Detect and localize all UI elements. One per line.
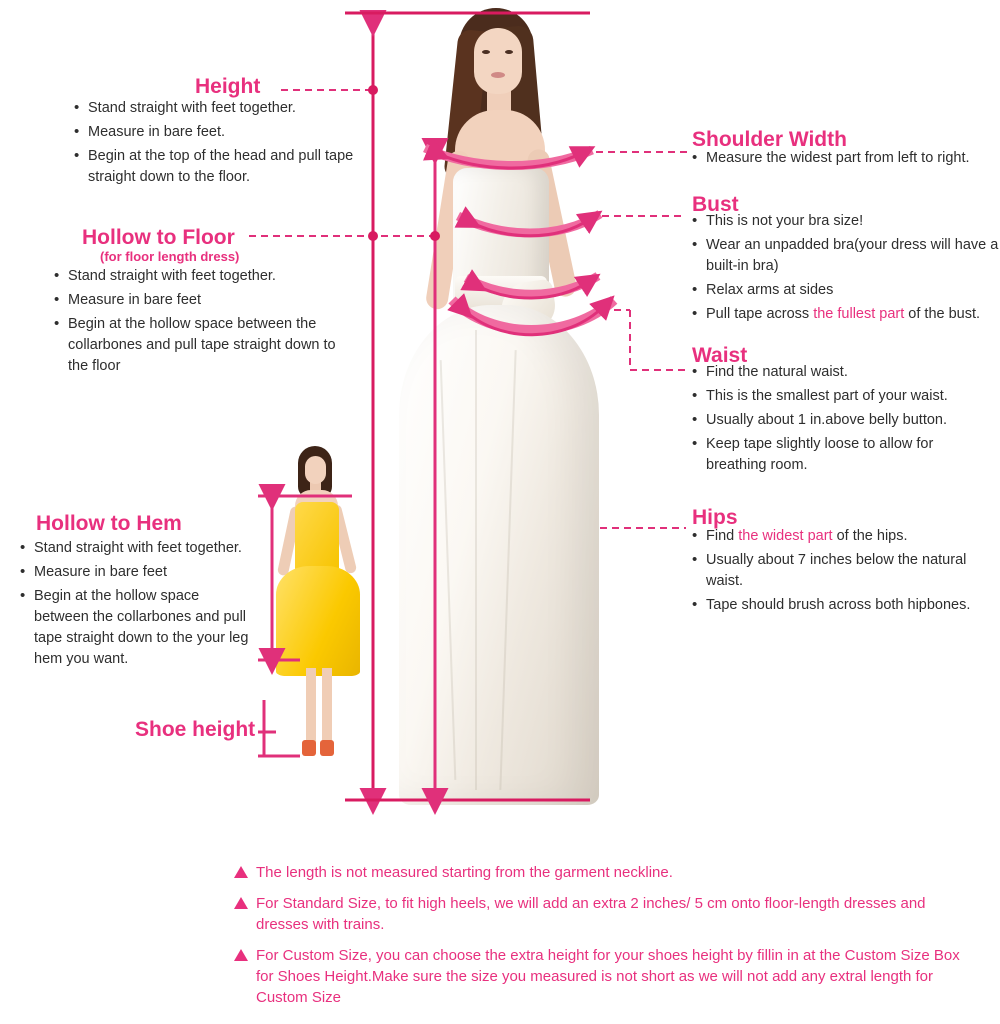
hips-widest-highlight: the widest part: [738, 528, 833, 544]
hollow-to-floor-bullets: [52, 266, 352, 380]
main-model-figure: [355, 0, 625, 810]
leg-right-shape: [322, 668, 332, 746]
shoe-height-title: Shoe height: [135, 718, 256, 741]
eye-left-icon: [482, 50, 490, 54]
waist-title: Waist: [692, 344, 748, 367]
list-item: • Relax arms at sides: [706, 280, 1000, 301]
hips-title: Hips: [692, 506, 738, 529]
bust-title: Bust: [692, 193, 739, 216]
list-item-hips-widest: [706, 526, 990, 547]
face-shape: [474, 28, 522, 94]
yellow-dress-bodice-shape: [295, 502, 339, 572]
list-item: • Tape should brush across both hipbones.: [706, 595, 990, 616]
list-item: • Measure in bare feet.: [88, 122, 362, 143]
list-item: • Stand straight with feet together.: [88, 98, 362, 119]
shoulder-width-title: Shoulder Width: [692, 128, 847, 151]
list-item: • Stand straight with feet together.: [34, 538, 253, 559]
list-item: • Begin at the top of the head and pull tape straight down to the floor.: [88, 146, 362, 188]
hollow-to-hem-bullets: [18, 538, 253, 673]
footer-note-text: For Custom Size, you can choose the extra height for your shoes height by fillin in at the Custom Size Box for Shoes Height.Make sure the size you measured is not short as we will not add any extral length for Custom Size: [256, 947, 960, 1006]
list-item: • Measure the widest part from left to right.: [706, 148, 1000, 169]
list-item: • Measure in bare feet: [34, 562, 253, 583]
list-item: • Stand straight with feet together.: [68, 266, 352, 287]
lips-icon: [491, 72, 505, 78]
eye-right-icon: [505, 50, 513, 54]
list-item: • Find the natural waist.: [706, 362, 990, 383]
hollow-to-hem-title: Hollow to Hem: [36, 512, 182, 535]
warning-triangle-icon: [234, 949, 248, 961]
hips-widest-post: of the hips.: [832, 528, 908, 544]
hips-bullets: [690, 526, 990, 619]
footer-note-text: The length is not measured starting from the garment neckline.: [256, 864, 673, 881]
bust-fullest-highlight: the fullest part: [813, 306, 905, 322]
list-item: • Begin at the hollow space between the collarbones and pull tape straight down to the your leg hem you want.: [34, 586, 253, 670]
footer-note: [232, 862, 972, 883]
hollow-to-floor-subtitle: (for floor length dress): [100, 249, 240, 264]
bust-bullets: [690, 211, 1000, 328]
list-item: • This is the smallest part of your waist.: [706, 386, 990, 407]
footer-note-text: For Standard Size, to fit high heels, we will add an extra 2 inches/ 5 cm onto floor-length dresses and dresses with trains.: [256, 895, 926, 933]
list-item: • Measure in bare feet: [68, 290, 352, 311]
hollow-to-floor-title: Hollow to Floor: [82, 226, 235, 249]
footer-notes: [232, 862, 972, 1018]
list-item-bust-fullest: [706, 304, 1000, 325]
skirt-fold: [475, 330, 477, 790]
bust-fullest-post: of the bust.: [904, 306, 981, 322]
shoe-right-icon: [320, 740, 334, 756]
waist-bullets: [690, 362, 990, 479]
warning-triangle-icon: [234, 866, 248, 878]
list-item: • Wear an unpadded bra(your dress will have a built-in bra): [706, 235, 1000, 277]
gown-skirt-shape: [399, 305, 599, 805]
bust-fullest-pre: Pull tape across: [706, 306, 814, 322]
leg-left-shape: [306, 668, 316, 746]
shoe-left-icon: [302, 740, 316, 756]
footer-note: [232, 893, 972, 935]
small-model-figure: [262, 440, 372, 760]
height-bullets: [72, 98, 362, 191]
height-title: Height: [195, 75, 261, 98]
list-item: • This is not your bra size!: [706, 211, 1000, 232]
list-item: • Keep tape slightly loose to allow for breathing room.: [706, 434, 990, 476]
shoulder-width-bullets: [690, 148, 1000, 172]
footer-note: [232, 945, 972, 1008]
yellow-dress-skirt-shape: [276, 566, 360, 676]
warning-triangle-icon: [234, 897, 248, 909]
list-item: • Usually about 7 inches below the natural waist.: [706, 550, 990, 592]
face-shape: [305, 456, 326, 484]
list-item: • Usually about 1 in.above belly button.: [706, 410, 990, 431]
list-item: • Begin at the hollow space between the collarbones and pull tape straight down to the floor: [68, 314, 352, 377]
hips-widest-pre: Find: [706, 528, 739, 544]
